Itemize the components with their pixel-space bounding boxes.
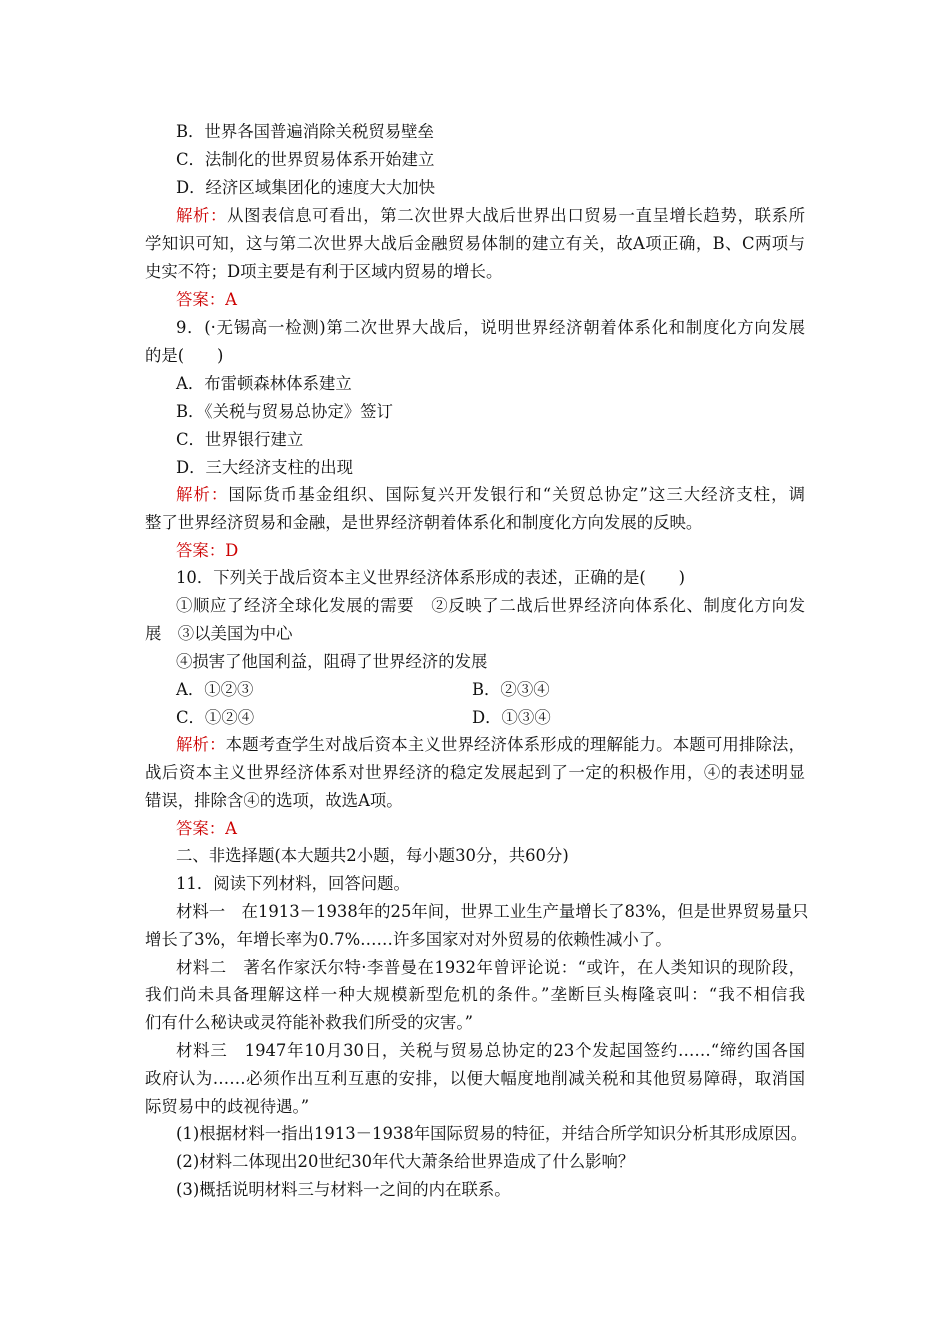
q9-option-b: B．《关税与贸易总协定》签订	[176, 402, 393, 421]
q11-material-2: 材料二 著名作家沃尔特·李普曼在1932年曾评论说：“或许，在人类知识的现阶段，	[176, 958, 805, 977]
q9-option-d: D．三大经济支柱的出现	[176, 458, 354, 477]
q10-item-4: ④损害了他国利益，阻碍了世界经济的发展	[176, 652, 488, 671]
q11-subquestion-1: (1)根据材料一指出1913－1938年国际贸易的特征，并结合所学知识分析其形成原因。	[176, 1124, 808, 1143]
q10-answer: 答案：A	[176, 819, 238, 838]
q11-material-1: 材料一 在1913－1938年的25年间，世界工业生产量增长了83%，但是世界贸易量只	[176, 902, 809, 921]
q10-analysis-text: 本题考查学生对战后资本主义世界经济体系形成的理解能力。本题可用排除法，	[225, 735, 805, 754]
q8-answer: 答案：A	[176, 290, 238, 309]
analysis-label: 解析：	[176, 735, 226, 754]
q11-stem: 11．阅读下列材料，回答问题。	[176, 874, 410, 893]
q10-option-a: A．①②③	[176, 680, 254, 699]
q11-subquestion-3: (3)概括说明材料三与材料一之间的内在联系。	[176, 1180, 511, 1199]
q8-analysis-text: 从图表信息可看出，第二次世界大战后世界出口贸易一直呈增长趋势，联系所	[227, 206, 806, 225]
q11-material-2-cont: 们有什么秘诀或灵符能补救我们所受的灾害。”	[145, 1013, 473, 1032]
q8-analysis-line: 史实不符；D项主要是有利于区域内贸易的增长。	[145, 262, 503, 281]
q10-option-b: B．②③④	[472, 680, 550, 699]
q10-analysis-line	[176, 734, 805, 756]
q10-option-c: C．①②④	[176, 708, 255, 727]
q11-material-3-cont: 政府认为……必须作出互利互惠的安排，以便大幅度地削减关税和其他贸易障碍，取消国	[145, 1069, 805, 1088]
q10-option-d: D．①③④	[472, 708, 551, 727]
q9-option-c: C．世界银行建立	[176, 430, 304, 449]
q10-items-cont: 展 ③以美国为中心	[145, 624, 293, 643]
q9-analysis-text: 国际货币基金组织、国际复兴开发银行和“关贸总协定”这三大经济支柱，调	[228, 485, 805, 504]
q10-analysis-line: 战后资本主义世界经济体系对世界经济的稳定发展起到了一定的积极作用，④的表述明显	[145, 763, 805, 782]
q8-analysis-line	[176, 205, 805, 227]
q11-subquestion-2: (2)材料二体现出20世纪30年代大萧条给世界造成了什么影响？	[176, 1152, 635, 1171]
q9-option-a: A．布雷顿森林体系建立	[176, 374, 352, 393]
q8-option-b: B．世界各国普遍消除关税贸易壁垒	[176, 122, 434, 141]
analysis-label: 解析：	[176, 206, 228, 225]
q9-stem: 9．(·无锡高一检测)第二次世界大战后，说明世界经济朝着体系化和制度化方向发展	[176, 318, 805, 337]
q10-items: ①顺应了经济全球化发展的需要 ②反映了二战后世界经济向体系化、制度化方向发	[176, 596, 805, 615]
q9-answer: 答案：D	[176, 541, 239, 560]
q9-analysis-line: 整了世界经济贸易和金融，是世界经济朝着体系化和制度化方向发展的反映。	[145, 513, 703, 532]
q9-analysis-line	[176, 484, 805, 506]
q9-stem-cont: 的是( )	[145, 346, 224, 365]
q8-option-d: D．经济区域集团化的速度大大加快	[176, 178, 435, 197]
q11-material-3-cont: 际贸易中的歧视待遇。”	[145, 1097, 310, 1116]
analysis-label: 解析：	[176, 485, 229, 504]
q10-stem: 10．下列关于战后资本主义世界经济体系形成的表述，正确的是( )	[176, 568, 685, 587]
q11-material-2-cont: 我们尚未具备理解这样一种大规模新型危机的条件。”垄断巨头梅隆哀叫：“我不相信我	[145, 985, 805, 1004]
q10-analysis-line: 错误，排除含④的选项，故选A项。	[145, 791, 403, 810]
section-heading: 二、非选择题(本大题共2小题，每小题30分，共60分)	[176, 846, 569, 865]
q8-analysis-line: 学知识可知，这与第二次世界大战后金融贸易体制的建立有关，故A项正确，B、C两项与	[145, 234, 805, 253]
q11-material-3: 材料三 1947年10月30日，关税与贸易总协定的23个发起国签约……“缔约国各国	[176, 1041, 805, 1060]
q11-material-1-cont: 增长了3%，年增长率为0.7%……许多国家对对外贸易的依赖性减小了。	[145, 930, 672, 949]
q8-option-c: C．法制化的世界贸易体系开始建立	[176, 150, 435, 169]
